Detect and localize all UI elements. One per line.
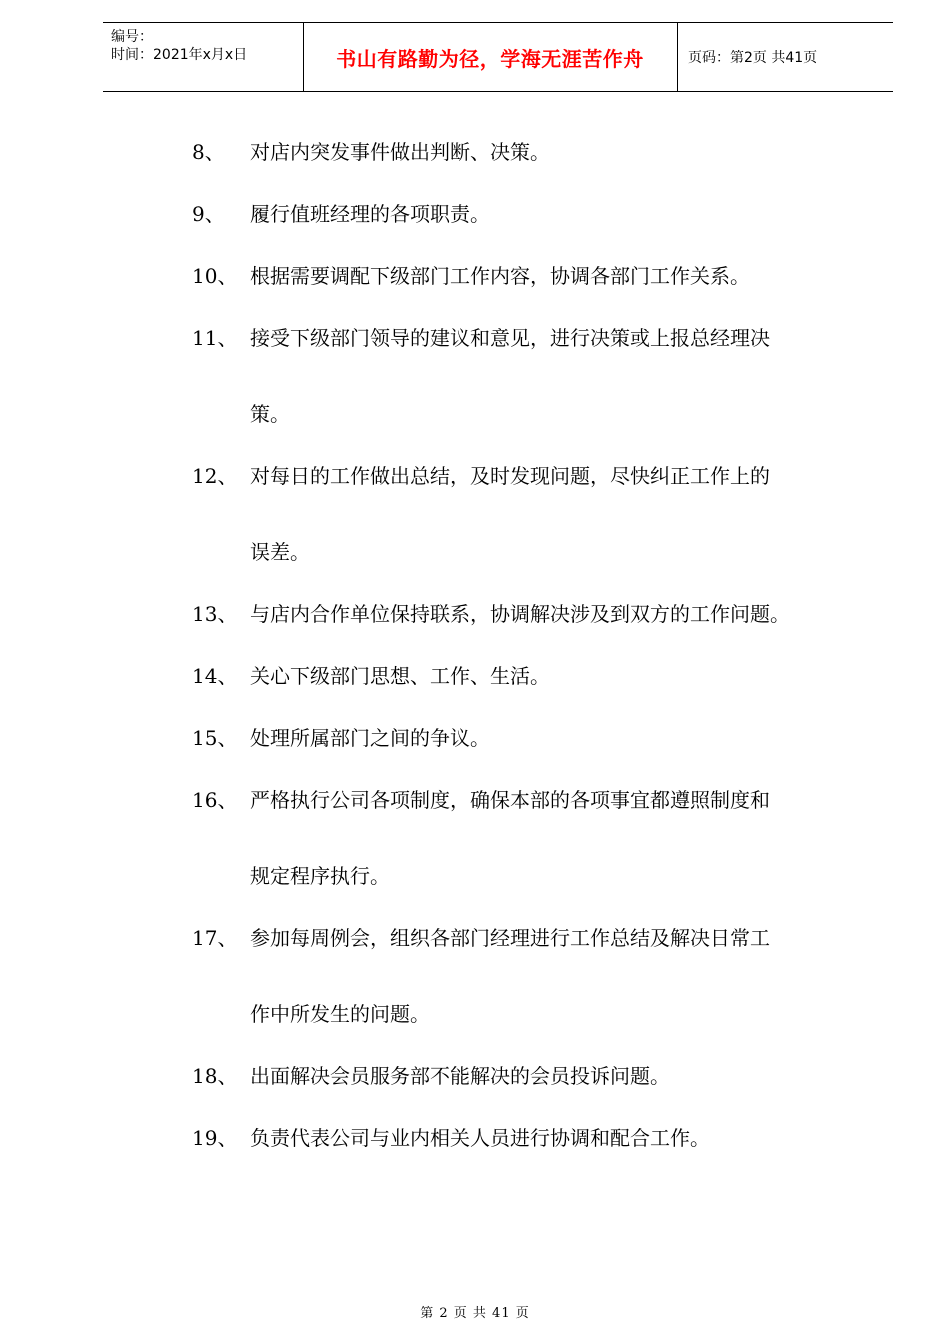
list-item-text: 根据需要调配下级部门工作内容，协调各部门工作关系。: [250, 264, 750, 288]
list-item-number: 13、: [192, 602, 238, 626]
list-item-number: 9、: [192, 202, 225, 226]
header-page-info: 页码：第2页 共41页: [688, 50, 818, 66]
time-label: 时间：2021年x月x日: [111, 47, 248, 63]
header-motto: 书山有路勤为径，学海无涯苦作舟: [336, 46, 644, 71]
page-header: [103, 22, 893, 92]
list-item-text: 规定程序执行。: [250, 864, 390, 888]
list-item-text: 严格执行公司各项制度，确保本部的各项事宜都遵照制度和: [250, 788, 770, 812]
list-item-text: 策。: [250, 402, 290, 426]
list-item-number: 12、: [192, 464, 238, 488]
serial-number-label: 编号：: [111, 29, 153, 45]
list-item-text: 参加每周例会，组织各部门经理进行工作总结及解决日常工: [250, 926, 770, 950]
list-item-text: 对每日的工作做出总结，及时发现问题，尽快纠正工作上的: [250, 464, 770, 488]
list-item-text: 与店内合作单位保持联系，协调解决涉及到双方的工作问题。: [250, 602, 790, 626]
list-item-number: 18、: [192, 1064, 238, 1088]
header-motto-cell: [303, 23, 678, 91]
list-item-text: 误差。: [250, 540, 310, 564]
list-item-number: 8、: [192, 140, 225, 164]
list-item-number: 19、: [192, 1126, 238, 1150]
page-footer: 第 2 页 共 41 页: [420, 1306, 530, 1321]
list-item-text: 作中所发生的问题。: [250, 1002, 430, 1026]
list-item-number: 14、: [192, 664, 238, 688]
list-item-number: 15、: [192, 726, 238, 750]
list-item-number: 10、: [192, 264, 238, 288]
header-meta-cell: [103, 23, 304, 91]
list-item-number: 16、: [192, 788, 238, 812]
list-item-text: 履行值班经理的各项职责。: [250, 202, 490, 226]
list-item-text: 出面解决会员服务部不能解决的会员投诉问题。: [250, 1064, 670, 1088]
list-item-number: 11、: [192, 326, 238, 350]
list-item-number: 17、: [192, 926, 238, 950]
list-item-text: 接受下级部门领导的建议和意见，进行决策或上报总经理决: [250, 326, 770, 350]
list-item-text: 对店内突发事件做出判断、决策。: [250, 140, 550, 164]
list-item-text: 负责代表公司与业内相关人员进行协调和配合工作。: [250, 1126, 710, 1150]
list-item-text: 关心下级部门思想、工作、生活。: [250, 664, 550, 688]
header-page-cell: [678, 23, 893, 91]
list-item-text: 处理所属部门之间的争议。: [250, 726, 490, 750]
